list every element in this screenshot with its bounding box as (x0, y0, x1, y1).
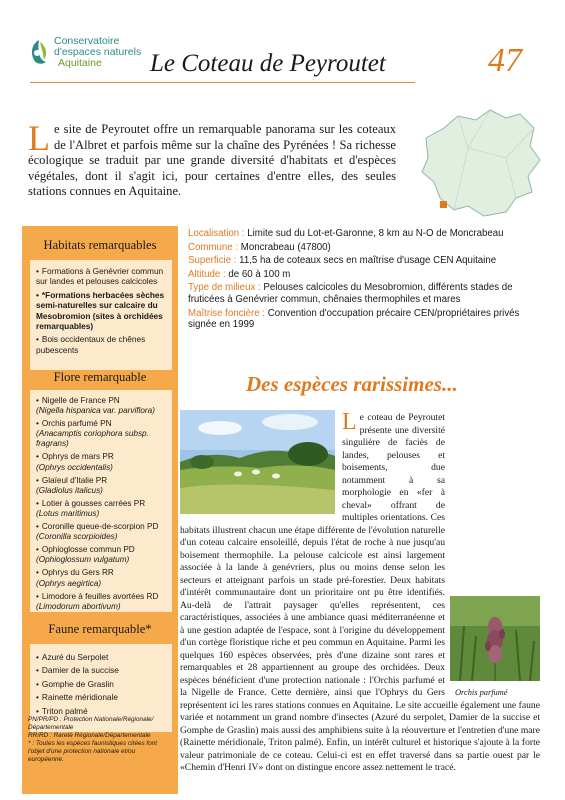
info-value: de 60 à 100 m (228, 268, 291, 280)
sidebar-footnote (28, 716, 172, 764)
flore-item (36, 522, 168, 542)
faune-item: • Azuré du Serpolet (36, 652, 168, 662)
info-label: Localisation : (188, 228, 245, 239)
flore-item (36, 419, 168, 449)
department-number: 47 (488, 42, 522, 79)
info-label: Superficie : (188, 255, 237, 267)
flore-name: Glaïeul d'Italie PR (41, 475, 108, 485)
habitat-item-text: *Formations herbacées sèches semi-naturelles sur calcaire du Mesobromion (sites à orchidées remarquables) (36, 289, 165, 332)
faune-item: • Rainette méridionale (36, 692, 168, 702)
habitat-item (36, 290, 168, 332)
flore-name: Ophrys de mars PR (41, 452, 114, 462)
flore-name: Lotier à gousses carrées PR (41, 498, 146, 508)
info-row (188, 308, 540, 331)
info-row (188, 242, 540, 254)
flore-list (30, 390, 172, 619)
info-value: Limite sud du Lot-et-Garonne, 8 km au N-O de Moncrabeau (247, 228, 504, 239)
info-value: Convention d'occupation précaire CEN/propriétaires privés signée en 1999 (188, 307, 520, 331)
habitat-item: • Bois occidentaux de chênes pubescents (36, 334, 168, 355)
flore-latin: (Ophrys occidentalis) (36, 462, 113, 472)
info-label: Altitude : (188, 268, 226, 280)
section-dropcap: L (342, 409, 357, 435)
site-info (188, 228, 540, 333)
info-label: Maîtrise foncière : (188, 307, 265, 319)
locator-map-icon (398, 98, 548, 223)
info-label: Commune : (188, 241, 239, 253)
habitats-panel (30, 260, 172, 370)
flore-latin: (Nigella hispanica var. parviflora) (36, 406, 155, 416)
section-heading: Des espèces rarissimes... (246, 372, 458, 396)
habitats-heading: Habitats remarquables (43, 238, 157, 252)
faune-item: • Gomphe de Graslin (36, 679, 168, 689)
footnote-protection: PN/PR/PD : Protection Nationale/Régionale/ Départementale (28, 716, 154, 731)
flore-item (36, 568, 168, 588)
logo-line-2: d'espaces naturels (54, 46, 142, 58)
intro-paragraph (28, 118, 396, 200)
flore-latin: (Gladiolus italicus) (36, 485, 103, 495)
intro-text: e site de Peyroutet offre un remarquable panorama sur les coteaux de l'Albret et parfois même sur la chaîne des Pyrénées ! Sa richesse écologique se traduit par une grande diversité d'habitats et d'espèces végétales, dont il s'agit ici, pour certaines d'entre elles, des seules stations connues en Aquitaine. (28, 122, 396, 199)
title-underline (30, 82, 415, 83)
photo-spacer (445, 594, 540, 694)
logo-mark-icon (28, 38, 50, 66)
faune-item: • Damier de la succise (36, 665, 168, 675)
flore-latin: (Anacamptis coriophora subsp. fragrans) (36, 429, 149, 449)
faune-heading: Faune remarquable* (48, 622, 152, 636)
logo-text (54, 36, 141, 69)
section-body (180, 409, 540, 775)
flore-name: Coronille queue-de-scorpion PD (41, 522, 159, 532)
photo-spacer (180, 412, 342, 518)
faune-list (30, 644, 172, 723)
info-label: Type de milieux : (188, 282, 261, 294)
flore-name: Orchis parfumé PN (41, 419, 112, 429)
flore-name: Limodore à feuilles avortées RD (41, 591, 159, 601)
flore-name: Ophioglosse commun PD (41, 545, 135, 555)
flore-item (36, 476, 168, 496)
habitat-item: • Formations à Genévrier commun sur landes et pelouses calcicoles (36, 266, 168, 287)
info-row (188, 255, 540, 267)
flore-item (36, 545, 168, 565)
logo-line-3: Aquitaine (58, 57, 102, 69)
flore-item (36, 499, 168, 519)
info-value: Pelouses calcicoles du Mesobromion, différents stades de fruticées à Genévrier commun, chênaies thermophiles et mares (188, 282, 513, 305)
info-row (188, 228, 540, 240)
info-value: 11,5 ha de coteaux secs en maîtrise d'usage CEN Aquitaine (239, 255, 497, 267)
logo-line-1: Conservatoire (54, 35, 120, 47)
flore-latin: (Coronilla scorpioides) (36, 532, 118, 542)
faune-item: • Triton palmé (36, 706, 168, 716)
habitats-list (30, 260, 172, 362)
cen-aquitaine-logo (28, 36, 158, 86)
flore-latin: (Lotus maritimus) (36, 508, 100, 518)
flore-panel (30, 390, 172, 612)
flore-latin: (Ophioglossum vulgatum) (36, 555, 130, 565)
flore-name: Ophrys du Gers RR (41, 568, 114, 578)
photo-caption: Orchis parfumé (455, 688, 508, 697)
flore-item (36, 396, 168, 416)
flore-item (36, 452, 168, 472)
info-row (188, 269, 540, 281)
footnote-rarete: RR/RD : Rareté Régionale/Départementale (28, 732, 151, 739)
flore-latin: (Ophrys aegirtica) (36, 578, 102, 588)
flore-name: Nigelle de France PN (41, 396, 120, 405)
flore-item (36, 592, 168, 612)
info-value: Moncrabeau (47800) (240, 241, 331, 253)
flore-heading: Flore remarquable (53, 370, 147, 384)
page-title: Le Coteau de Peyroutet (150, 50, 386, 77)
flore-latin: (Limodorum abortivum) (36, 601, 121, 611)
footnote-faune: * : Toutes les espèces faunistiques citées font l'objet d'une protection nationale et/ou européenne. (28, 740, 158, 763)
section-text: e coteau de Peyroutet présente une diversité singulière de faciès de landes, pelouses et boisements, due notamment à sa morphologie en «fer à cheval» offrant de multiples orientations. Ces habitats illustrent chacun une étape différente de l'évolution naturelle d'un coteau calcaire ensoleillé, depuis l'état de roche à nue jusqu'au boisement thermophile. La pelouse calcicole est ainsi largement associée à la lande à genévriers, plus ou moins dense selon les secteurs et atteignant parfois un stade pré-forestier. Deux habitats d'intérêt communautaire dont un prioritaire ont pu être identifiés. Au-delà de l'attrait paysager qu'elles représentent, ces caractéristiques, associées à une ambiance quasi méditerranéenne et à une gestion adaptée de l'espace, sont à l'origine du développement d'un cortège floristique riche et peu commun en Aquitaine. Parmi les quelques 160 espèces observées, près d'une dizaine sont rares et remarquables et 28 appartiennent au groupe des orchidées. Deux espèces bénéficient d'une protection nationale : l'Orchis parfumé et la Nigelle de France. Cette dernière, ainsi que l'Ophrys du Gers représentent ici les rares stations connues en Aquitaine. Le site accueille également une faune variée et notamment un grand nombre d'insectes (Azuré du serpolet, Damier de la succise et Gomphe de Graslin) mais aussi des amphibiens suite à la réouverture et l'entretien d'une mare (Rainette méridionale, Triton palmé). Enfin, un intérêt culturel et historique s'ajoute à la forte valeur patrimoniale de ce coteau. Celui-ci est en effet traversé dans sa partie ouest par le «Chemin d'Henri IV» dont on distingue encore assez nettement le tracé. (180, 412, 540, 773)
info-row (188, 282, 540, 305)
sidebar (22, 226, 178, 794)
intro-dropcap: L (28, 118, 50, 158)
